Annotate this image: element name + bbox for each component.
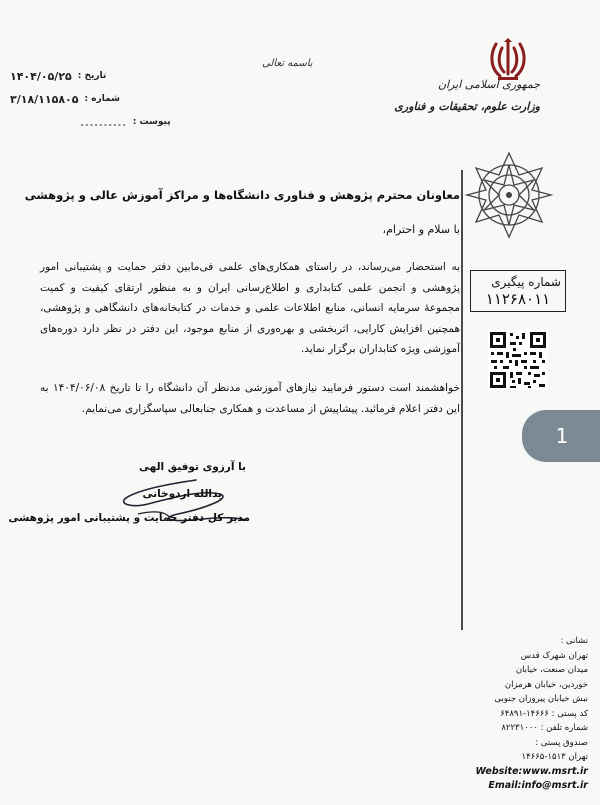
iran-emblem-icon (488, 38, 528, 82)
ornament-icon (462, 148, 556, 242)
qr-code-icon (488, 330, 548, 390)
address-line-1: تهران شهرک قدس (520, 650, 588, 661)
org-line-2: وزارت علوم، تحقیقات و فناوری (394, 100, 540, 113)
number-row (10, 91, 120, 107)
signature-closing: با آرزوی توفیق الهی (139, 461, 246, 473)
attachment-value: .......... (80, 115, 127, 129)
page-indicator[interactable]: 1 (522, 410, 600, 462)
recipient-line: معاونان محترم پژوهش و فناوری دانشگاه‌ها و مراکز آموزش عالی و پژوهشی (24, 188, 460, 202)
address-line-4: نبش خیابان پیروزان جنوبی (494, 694, 588, 704)
greeting: با سلام و احترام، (382, 223, 460, 236)
paragraph-1: به استحضار می‌رساند، در راستای همکاری‌های علمی فی‌مابین دفتر حمایت و پشتیبانی امور پژوهشی و انجمن علمی کتابداری و اطلاع‌رسانی ایران و به منظور ارتقای کیفیت و کمیت مجموعهٔ سرمایه انسانی، منابع اطلاعات علمی و خدمات در کتابخانه‌های دانشگاهی و پژوهشی، همچنین افزایش کارایی، اثربخشی و بهره‌وری از منابع موجود، این دفتر در نظر دارد دوره‌های آموزشی ویژه کتابداران برگزار نماید. (40, 261, 460, 355)
date-label: تاریخ : (77, 71, 107, 81)
date-row (10, 68, 106, 84)
address-block (448, 634, 588, 794)
opening-phrase: باسمه تعالی (262, 58, 313, 69)
number-label: شماره : (84, 94, 120, 104)
date-value: ۱۴۰۴/۰۵/۲۵ (10, 69, 72, 83)
postal-code: کد پستی : ۱۴۶۶۶-۶۴۸۹۱ (500, 708, 588, 719)
vertical-divider (461, 170, 463, 630)
paragraph-2: خواهشمند است دستور فرمایید نیازهای آموزشی مدنظر آن دانشگاه را تا تاریخ ۱۴۰۴/۰۶/۰۸ به این دفتر اعلام فرمائید. پیشاپیش از مساعدت و همکاری جنابعالی سپاسگزاری می‌نمایم. (40, 382, 460, 415)
website-link[interactable]: Website:www.msrt.ir (475, 765, 588, 777)
tracking-label: شماره پیگیری (491, 275, 561, 289)
address-label: نشانی : (560, 636, 588, 646)
attachment-row (80, 114, 171, 130)
po-box-label: صندوق پستی : (535, 737, 588, 748)
letter-number-value: ۳/۱۸/۱۱۵۸۰۵ (10, 92, 79, 106)
address-line-3: خوردین، خیابان هرمزان (504, 679, 588, 690)
org-line-1: جمهوری اسلامی ایران (437, 78, 540, 91)
signatory-title: مدیر کل دفتر حمایت و پشتیبانی امور پژوهشی (8, 512, 250, 524)
tracking-number: ۱۱۲۶۸۰۱۱ (485, 290, 551, 308)
po-box: تهران ۱۵۱۳-۱۴۶۶۵ (521, 752, 588, 762)
attachment-label: پیوست : (132, 117, 171, 127)
address-line-2: میدان صنعت، خیابان (515, 665, 588, 675)
phone-number: شماره تلفن : ۸۲۲۳۱۰۰۰ (501, 723, 588, 733)
email-link[interactable]: Email:info@msrt.ir (488, 780, 588, 791)
signatory-name: یدالله اردوخانی (142, 488, 222, 500)
